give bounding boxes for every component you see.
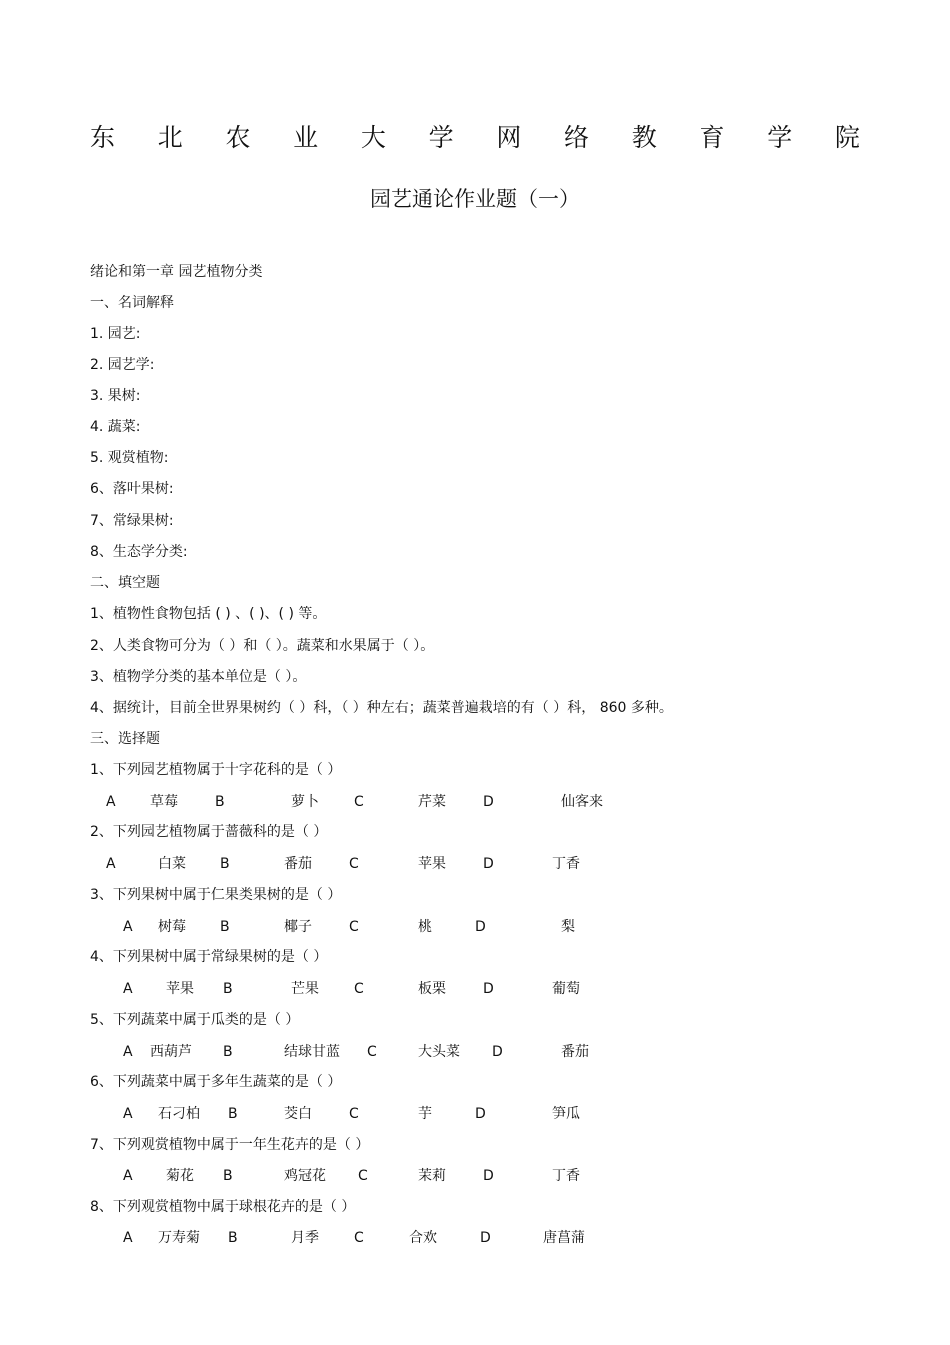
- option-text: 大头菜: [418, 1044, 460, 1060]
- option-text: 唐菖蒲: [543, 1230, 585, 1246]
- option-text: 芋: [418, 1106, 432, 1122]
- option-text: 茭白: [284, 1106, 312, 1122]
- term-item: 5. 观赏植物:: [90, 450, 169, 466]
- option-text: 丁香: [552, 1168, 580, 1184]
- option-letter: B: [223, 1168, 233, 1184]
- title-char: 育: [699, 123, 725, 152]
- option-text: 草莓: [150, 794, 178, 810]
- choice-question: 3、下列果树中属于仁果类果树的是（ ）: [90, 887, 342, 903]
- fill-item: 1、植物性食物包括 ( ) 、( )、( ) 等。: [90, 606, 327, 622]
- fill-item: 4、据统计，目前全世界果树约（ ）科，（ ）种左右；蔬菜普遍栽培的有（ ）科， 860 多种。: [90, 700, 673, 716]
- option-letter: A: [123, 1044, 133, 1060]
- option-letter: B: [223, 1044, 233, 1060]
- title-char: 业: [293, 123, 319, 152]
- option-text: 番茄: [284, 856, 312, 872]
- chapter-heading: 绪论和第一章 园艺植物分类: [90, 264, 263, 280]
- option-text: 菊花: [166, 1168, 194, 1184]
- choice-question: 7、下列观赏植物中属于一年生花卉的是（ ）: [90, 1137, 370, 1153]
- option-letter: D: [483, 856, 494, 872]
- option-text: 合欢: [409, 1230, 437, 1246]
- option-letter: A: [123, 981, 133, 997]
- option-letter: A: [123, 919, 133, 935]
- option-text: 笋瓜: [552, 1106, 580, 1122]
- option-text: 仙客来: [561, 794, 603, 810]
- option-letter: C: [349, 919, 359, 935]
- option-text: 苹果: [418, 856, 446, 872]
- section-heading-terms: 一、名词解释: [90, 295, 174, 311]
- title-char: 院: [834, 123, 860, 152]
- option-text: 万寿菊: [158, 1230, 200, 1246]
- option-letter: B: [223, 981, 233, 997]
- option-text: 梨: [561, 919, 575, 935]
- option-text: 茉莉: [418, 1168, 446, 1184]
- option-letter: D: [480, 1230, 491, 1246]
- title-char: 教: [631, 123, 657, 152]
- title-char: 北: [157, 123, 183, 152]
- section-heading-fill: 二、填空题: [90, 575, 160, 591]
- option-text: 萝卜: [291, 794, 319, 810]
- title-char: 络: [564, 123, 590, 152]
- option-letter: D: [483, 1168, 494, 1184]
- option-text: 白菜: [158, 856, 186, 872]
- choice-question: 1、下列园艺植物属于十字花科的是（ ）: [90, 762, 342, 778]
- title-char: 大: [360, 123, 386, 152]
- option-text: 树莓: [158, 919, 186, 935]
- term-item: 6、落叶果树:: [90, 481, 174, 497]
- title-char: 农: [225, 123, 251, 152]
- option-letter: C: [349, 1106, 359, 1122]
- option-letter: C: [367, 1044, 377, 1060]
- choice-question: 8、下列观赏植物中属于球根花卉的是（ ）: [90, 1199, 356, 1215]
- option-text: 板栗: [418, 981, 446, 997]
- title-char: 网: [496, 123, 522, 152]
- choice-question: 4、下列果树中属于常绿果树的是（ ）: [90, 949, 328, 965]
- term-item: 7、常绿果树:: [90, 513, 174, 529]
- option-text: 月季: [291, 1230, 319, 1246]
- term-item: 3. 果树:: [90, 388, 141, 404]
- option-text: 丁香: [552, 856, 580, 872]
- option-text: 鸡冠花: [284, 1168, 326, 1184]
- option-letter: D: [475, 1106, 486, 1122]
- option-text: 椰子: [284, 919, 312, 935]
- option-text: 苹果: [166, 981, 194, 997]
- fill-item: 2、人类食物可分为（ ）和（ ）。蔬菜和水果属于（ ）。: [90, 638, 435, 654]
- option-text: 西葫芦: [150, 1044, 192, 1060]
- option-text: 芹菜: [418, 794, 446, 810]
- option-text: 番茄: [561, 1044, 589, 1060]
- term-item: 8、生态学分类:: [90, 544, 188, 560]
- option-text: 石刁柏: [158, 1106, 200, 1122]
- title-char: 学: [428, 123, 454, 152]
- school-title: [90, 118, 860, 154]
- option-letter: D: [475, 919, 486, 935]
- term-item: 1. 园艺:: [90, 326, 141, 342]
- option-letter: B: [215, 794, 225, 810]
- choice-question: 2、下列园艺植物属于蔷薇科的是（ ）: [90, 824, 328, 840]
- option-letter: B: [228, 1230, 238, 1246]
- assignment-title: 园艺通论作业题（一）: [370, 187, 580, 211]
- option-letter: B: [228, 1106, 238, 1122]
- option-text: 葡萄: [552, 981, 580, 997]
- option-text: 结球甘蓝: [284, 1044, 340, 1060]
- term-item: 4. 蔬菜:: [90, 419, 141, 435]
- option-letter: D: [483, 981, 494, 997]
- title-char: 学: [767, 123, 793, 152]
- option-letter: B: [220, 856, 230, 872]
- option-letter: C: [354, 794, 364, 810]
- option-letter: C: [358, 1168, 368, 1184]
- option-letter: C: [349, 856, 359, 872]
- option-text: 桃: [418, 919, 432, 935]
- title-char: 东: [90, 123, 116, 152]
- term-item: 2. 园艺学:: [90, 357, 155, 373]
- option-text: 芒果: [291, 981, 319, 997]
- choice-question: 5、下列蔬菜中属于瓜类的是（ ）: [90, 1012, 300, 1028]
- option-letter: A: [106, 856, 116, 872]
- option-letter: A: [123, 1230, 133, 1246]
- option-letter: D: [483, 794, 494, 810]
- option-letter: C: [354, 1230, 364, 1246]
- choice-question: 6、下列蔬菜中属于多年生蔬菜的是（ ）: [90, 1074, 342, 1090]
- option-letter: D: [492, 1044, 503, 1060]
- option-letter: B: [220, 919, 230, 935]
- section-heading-choice: 三、选择题: [90, 731, 160, 747]
- option-letter: A: [123, 1168, 133, 1184]
- fill-item: 3、植物学分类的基本单位是（ ）。: [90, 669, 307, 685]
- option-letter: A: [123, 1106, 133, 1122]
- option-letter: C: [354, 981, 364, 997]
- option-letter: A: [106, 794, 116, 810]
